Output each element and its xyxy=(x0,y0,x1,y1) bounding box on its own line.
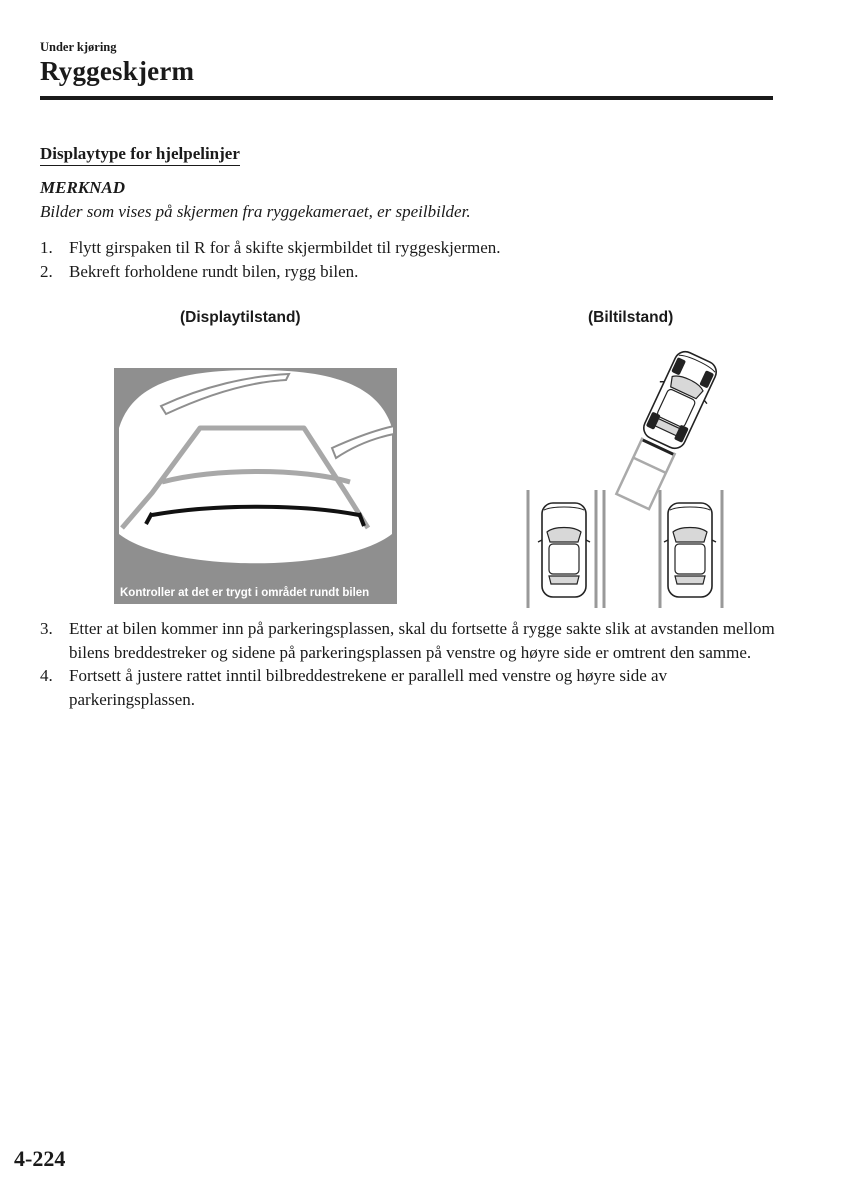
camera-display-illustration xyxy=(114,368,397,604)
vehicle-parking-illustration xyxy=(520,340,732,612)
page-number: 4-224 xyxy=(14,1146,66,1171)
vehicle-figure-label: (Biltilstand) xyxy=(588,309,674,326)
display-figure-label: (Displaytilstand) xyxy=(180,309,301,326)
note-title: MERKNAD xyxy=(40,178,126,197)
step-number: 4. xyxy=(40,666,53,685)
steps-list-1 xyxy=(40,236,780,283)
step-text: Fortsett å justere rattet inntil bilbreddestrekene er parallell med venstre og høyre side av parkeringsplassen. xyxy=(69,666,668,709)
step-number: 2. xyxy=(40,261,53,281)
step-text: Flytt girspaken til R for å skifte skjermbildet til ryggeskjermen. xyxy=(69,238,501,257)
step-item xyxy=(40,664,780,711)
step-item xyxy=(40,617,780,664)
step-text: Etter at bilen kommer inn på parkeringsplassen, skal du fortsette å rygge sakte slik at avstanden mellom bilens breddestreker og sidene på parkeringsplassen på venstre og høyre side er omtrent den samme. xyxy=(69,619,775,662)
page-title: Ryggeskjerm xyxy=(40,56,195,86)
step-item xyxy=(40,260,780,284)
section-label: Under kjøring xyxy=(40,40,117,54)
note-text: Bilder som vises på skjermen fra ryggekameraet, er speilbilder. xyxy=(40,202,471,221)
display-caption: Kontroller at det er trygt i området rundt bilen xyxy=(120,587,370,599)
subheading: Displaytype for hjelpelinjer xyxy=(40,144,240,166)
step-item xyxy=(40,236,780,260)
step-number: 1. xyxy=(40,238,53,257)
step-text: Bekreft forholdene rundt bilen, rygg bilen. xyxy=(69,261,359,281)
title-rule xyxy=(40,96,773,100)
steps-list-2 xyxy=(40,617,780,711)
step-number: 3. xyxy=(40,619,53,638)
